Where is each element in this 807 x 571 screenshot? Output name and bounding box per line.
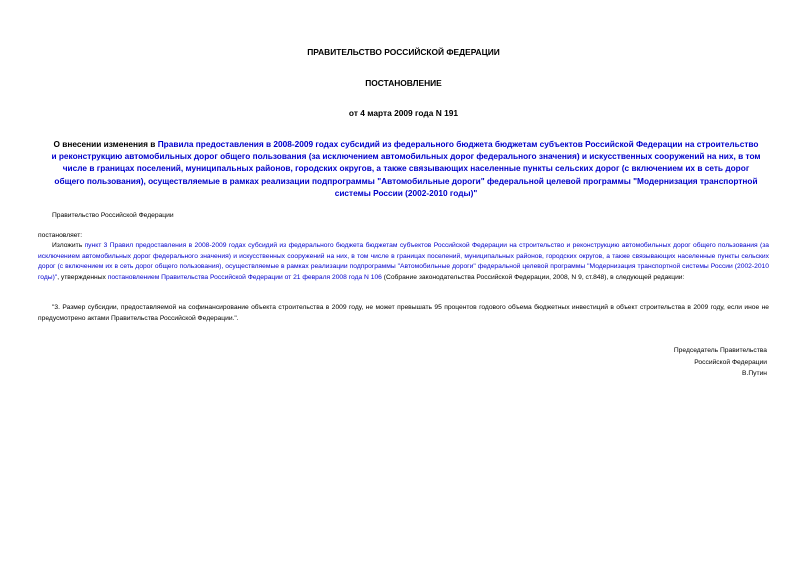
document-type-heading: ПОСТАНОВЛЕНИЕ [365,78,442,88]
government-heading: ПРАВИТЕЛЬСТВО РОССИЙСКОЙ ФЕДЕРАЦИИ [307,47,500,57]
document-title [50,138,762,199]
date-number-heading: от 4 марта 2009 года N 191 [348,108,459,118]
preamble-text: Правительство Российской Федерации [52,212,174,219]
paragraph-middle: , утвержденных [57,273,108,281]
title-rules-link[interactable]: Правила предоставления в 2008-2009 годах субсидий из федерального бюджета бюджетам субъектов Российской Федерации на строительство и реконструкцию автомобильных дорог общего пользования (за исключением автомобильных дорог федерального значения) и искусственных сооружений на них, в том числе в границах поселений, муниципальных районов, городских округов, а также связывающих населенные пункты сельских дорог (с включением их в сеть дорог общего пользования), осуществляемые в рамках реализации подпрограммы "Автомобильные дороги" федеральной целевой программы "Модернизация транспортной системы России (2002-2010 годы)" [51,139,761,198]
signature-position-line1: Председатель Правительства [673,347,767,354]
signature-block [674,345,767,380]
paragraph-lead: Изложить [52,242,85,249]
title-prefix: О внесении изменения в [53,139,158,149]
quoted-clause: "3. Размер субсидии, предоставляемой на софинансирование объекта строительства в 2009 году, не может превышать 95 процентов годового объема бюджетных инвестиций в объект строительства в 2009 году, если иное не предусмотрено актами Правительства Российской Федерации.". [38,304,769,322]
signature-name: В.Путин [742,370,767,378]
signature-position-line2: Российской Федерации [694,358,767,366]
resolves-text: постановляет: [38,232,83,239]
paragraph-decree-link[interactable]: постановлением Правительства Российской Федерации от 21 февраля 2008 года N 106 [107,273,382,281]
paragraph-tail: (Собрание законодательства Российской Федерации, 2008, N 9, ст.848), в следующей редакции: [381,273,685,281]
amendment-paragraph [38,241,769,283]
paragraph-rules-link[interactable]: пункт 3 Правил предоставления в 2008-2009 годах субсидий из федерального бюджета бюджетам субъектов Российской Федерации на строительство и реконструкцию автомобильных дорог общего пользования (за исключением автомобильных дорог федерального значения) и искусственных сооружений на них, в том числе в границах поселений, муниципальных районов, городских округов, а также связывающих населенные пункты сельских дорог (с включением их в сеть дорог общего пользования), осуществляемые в рамках реализации подпрограммы "Автомобильные дороги" федеральной целевой программы "Модернизация транспортной системы России (2002-2010 годы)" [38,242,769,281]
